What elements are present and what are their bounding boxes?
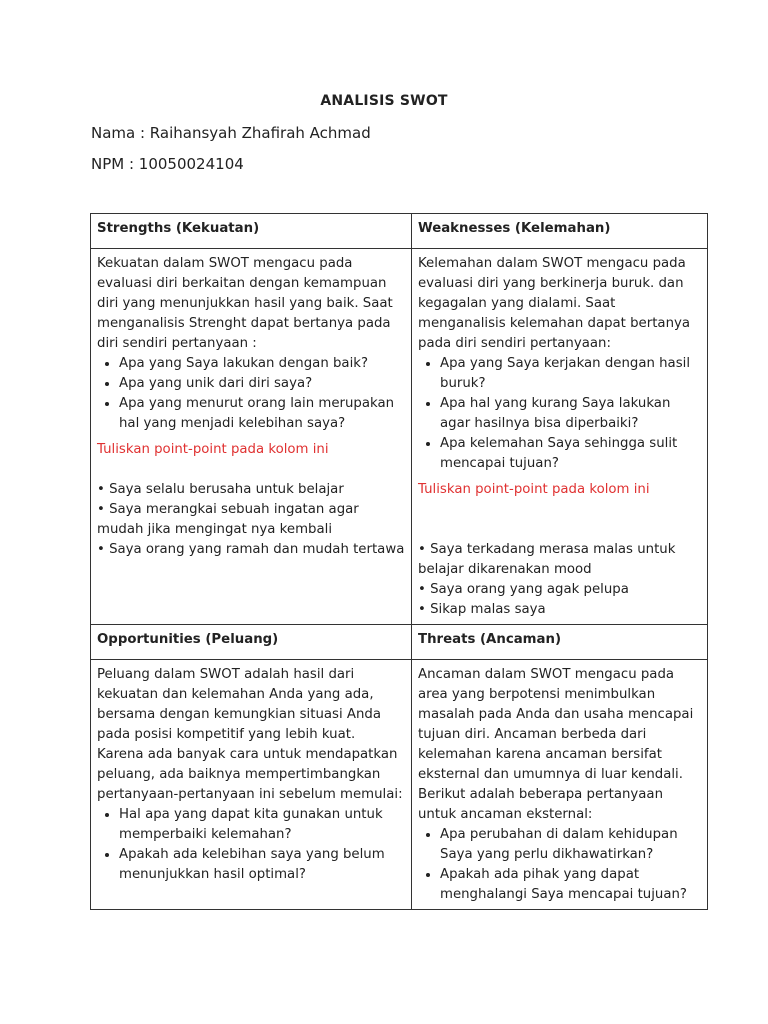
threats-questions bbox=[418, 825, 701, 905]
strengths-instruction: Tuliskan point-point pada kolom ini bbox=[97, 442, 329, 457]
strengths-header: Strengths (Kekuatan) bbox=[91, 214, 412, 249]
weaknesses-questions bbox=[418, 354, 701, 474]
list-item: • Saya orang yang agak pelupa bbox=[418, 582, 629, 597]
list-item: • Saya selalu berusaha untuk belajar bbox=[97, 482, 344, 497]
student-name: Nama : Raihansyah Zhafirah Achmad bbox=[91, 124, 371, 142]
list-item: • Hal apa yang dapat kita gunakan untuk memperbaiki kelemahan? bbox=[119, 805, 405, 845]
list-item: • Apa yang Saya kerjakan dengan hasil buruk? bbox=[440, 354, 701, 394]
strengths-questions bbox=[97, 354, 405, 434]
opportunities-header: Opportunities (Peluang) bbox=[91, 625, 412, 660]
list-item: • Apa yang unik dari diri saya? bbox=[119, 374, 405, 394]
list-item: • Apa hal yang kurang Saya lakukan agar hasilnya bisa diperbaiki? bbox=[440, 394, 701, 434]
student-npm: NPM : 10050024104 bbox=[91, 155, 244, 173]
list-item: • Saya merangkai sebuah ingatan agar mudah jika mengingat nya kembali bbox=[97, 502, 359, 537]
weaknesses-header: Weaknesses (Kelemahan) bbox=[412, 214, 708, 249]
threats-header: Threats (Ancaman) bbox=[412, 625, 708, 660]
strengths-description: Kekuatan dalam SWOT mengacu pada evaluasi diri berkaitan dengan kemampuan diri yang menunjukkan hasil yang baik. Saat menganalisis Strenght dapat bertanya pada diri sendiri pertanyaan : bbox=[97, 256, 393, 351]
swot-header-row-1 bbox=[91, 214, 708, 249]
list-item: • Apa perubahan di dalam kehidupan Saya yang perlu dikhawatirkan? bbox=[440, 825, 701, 865]
list-item: • Saya orang yang ramah dan mudah tertawa bbox=[97, 542, 405, 557]
list-item: • Apakah ada pihak yang dapat menghalangi Saya mencapai tujuan? bbox=[440, 865, 701, 905]
weaknesses-instruction: Tuliskan point-point pada kolom ini bbox=[418, 482, 650, 497]
list-item: • Apa kelemahan Saya sehingga sulit mencapai tujuan? bbox=[440, 434, 701, 474]
threats-cell bbox=[412, 660, 708, 910]
list-item: • Saya terkadang merasa malas untuk belajar dikarenakan mood bbox=[418, 542, 676, 577]
list-item: • Sikap malas saya bbox=[418, 602, 546, 617]
weaknesses-description: Kelemahan dalam SWOT mengacu pada evaluasi diri yang berkinerja buruk. dan kegagalan yang dialami. Saat menganalisis kelemahan dapat bertanya pada diri sendiri pertanyaan: bbox=[418, 256, 691, 351]
swot-header-row-2 bbox=[91, 625, 708, 660]
swot-content-row-2 bbox=[91, 660, 708, 910]
list-item: • Apa yang Saya lakukan dengan baik? bbox=[119, 354, 405, 374]
list-item: • Apakah ada kelebihan saya yang belum menunjukkan hasil optimal? bbox=[119, 845, 405, 885]
strengths-points bbox=[97, 480, 405, 560]
opportunities-cell bbox=[91, 660, 412, 910]
swot-table bbox=[90, 213, 708, 910]
opportunities-description: Peluang dalam SWOT adalah hasil dari kekuatan dan kelemahan Anda yang ada, bersama dengan kemungkian situasi Anda pada posisi kompetitif yang lebih kuat. Karena ada banyak cara untuk mendapatkan peluang, ada baiknya mempertimbangkan pertanyaan-pertanyaan ini sebelum memulai: bbox=[97, 667, 403, 802]
threats-description: Ancaman dalam SWOT mengacu pada area yang berpotensi menimbulkan masalah pada Anda dan usaha mencapai tujuan diri. Ancaman berbeda dari kelemahan karena ancaman bersifat eksternal dan umumnya di luar kendali. Berikut adalah beberapa pertanyaan untuk ancaman eksternal: bbox=[418, 667, 694, 822]
list-item: • Apa yang menurut orang lain merupakan hal yang menjadi kelebihan saya? bbox=[119, 394, 405, 434]
swot-content-row-1 bbox=[91, 249, 708, 625]
strengths-cell bbox=[91, 249, 412, 625]
weaknesses-cell bbox=[412, 249, 708, 625]
weaknesses-points bbox=[418, 520, 701, 620]
opportunities-questions bbox=[97, 805, 405, 885]
page-title: ANALISIS SWOT bbox=[320, 93, 448, 109]
